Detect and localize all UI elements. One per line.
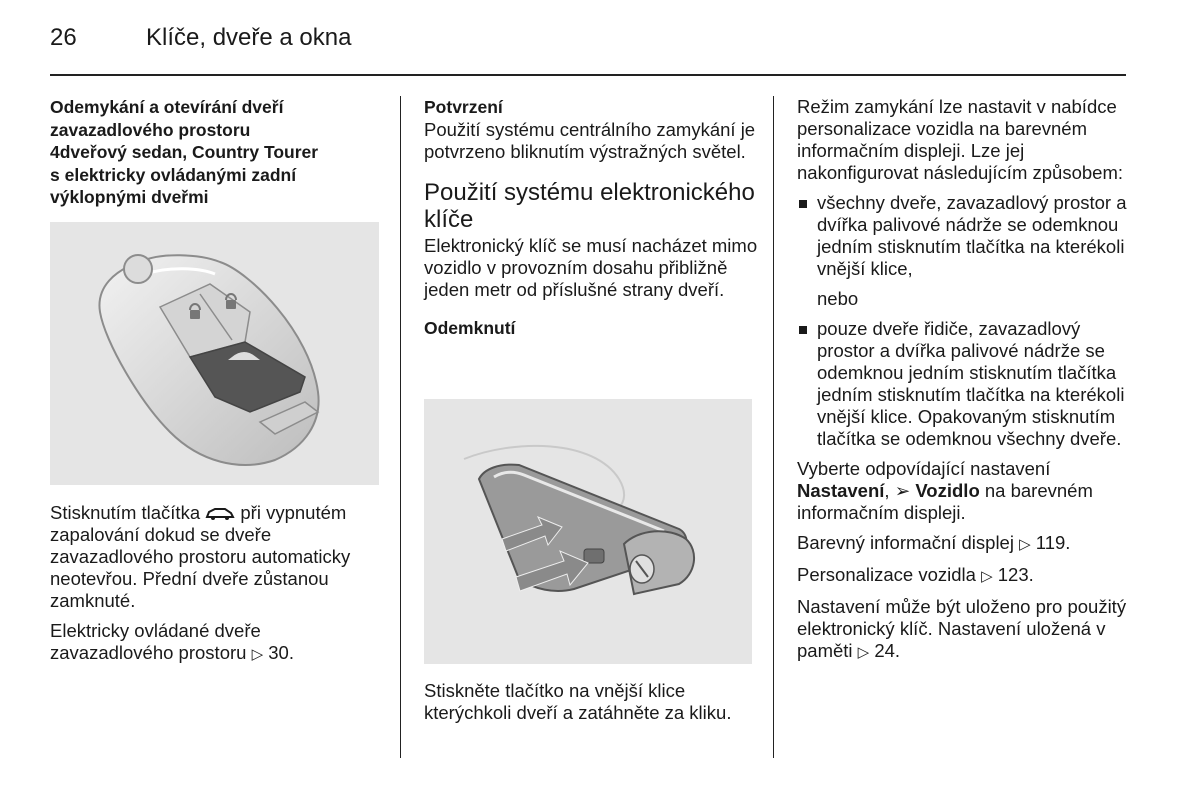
page-ref-arrow-icon: ▷	[857, 644, 870, 661]
key-fob-illustration	[50, 222, 379, 485]
column-2	[424, 96, 760, 339]
paragraph: Použití systému centrálního zamykání je potvrzeno bliknutím výstražných světel.	[424, 118, 756, 162]
page-reference: 119.	[1035, 532, 1071, 553]
paragraph: Elektronický klíč se musí nacházet mimo vozidlo v provozním dosahu přibližně jeden metr od příslušné strany dveří.	[424, 234, 758, 300]
paragraph: Nastavení může být uloženo pro použitý elektronický klíč. Nastavení uložená v paměti ▷ 24.	[797, 596, 1127, 661]
section-subheading: 4dveřový sedan, Country Tourer s elektricky ovládanými zadní výklopnými dveřmi	[50, 142, 319, 207]
menu-path-settings: Nastavení	[797, 480, 885, 501]
door-handle-figure	[424, 399, 752, 664]
paragraph: Elektricky ovládané dveře zavazadlového prostoru ▷ 30.	[50, 620, 294, 663]
column-divider-2	[773, 96, 774, 758]
list-item: pouze dveře řidiče, zavazadlový prostor a dvířka palivové nádrže se odemknou jedním stisknutím tlačítka jedním stisknutím tlačítka na kterékoli vnější klice. Opakovaným stisknutím tlačítka se odemknou všechny dveře.	[797, 318, 1127, 450]
paragraph: Vyberte odpovídající nastavení Nastavení, ➢ Vozidlo na barevném informačním displeji.	[797, 458, 1093, 523]
page-ref-arrow-icon: ▷	[251, 646, 264, 663]
list-item: všechny dveře, zavazadlový prostor a dvířka palivové nádrže se odemknou jedním stisknutím tlačítka na kterékoli vnější klice, nebo	[797, 192, 1127, 310]
page-number: 26	[50, 24, 77, 51]
column-divider-1	[400, 96, 401, 758]
door-handle-illustration	[424, 399, 752, 664]
page-reference: 30.	[268, 642, 294, 663]
key-fob-figure	[50, 222, 379, 485]
subheading-confirmation: Potvrzení	[424, 97, 503, 117]
paragraph: Barevný informační displej ▷ 119.	[797, 532, 1071, 553]
or-text: nebo	[817, 288, 859, 309]
paragraph: Režim zamykání lze nastavit v nabídce personalizace vozidla na barevném informačním displeji. Lze jej nakonfigurovat následujícím způsobem:	[797, 96, 1123, 183]
menu-arrow-icon: ➢	[894, 480, 911, 501]
column-3	[797, 96, 1127, 672]
column-1-body	[50, 502, 384, 674]
menu-path-vehicle: Vozidlo	[915, 480, 980, 501]
page-ref-arrow-icon: ▷	[1019, 536, 1031, 553]
section-heading: Použití systému elektronického klíče	[424, 178, 755, 233]
section-heading: Odemykání a otevírání dveří zavazadlového prostoru	[50, 97, 284, 140]
chapter-title: Klíče, dveře a okna	[146, 24, 352, 51]
paragraph: Personalizace vozidla ▷ 123.	[797, 564, 1034, 585]
page-reference: 24.	[874, 640, 901, 661]
page-ref-arrow-icon: ▷	[981, 568, 993, 585]
column-2-body	[424, 680, 760, 732]
column-1	[50, 96, 384, 209]
subheading-unlock: Odemknutí	[424, 317, 516, 338]
trunk-car-icon	[205, 502, 235, 523]
bullet-list	[797, 192, 1127, 450]
paragraph: Stisknutím tlačítka při vypnutém zapalování dokud se dveře zavazadlového prostoru automaticky neotevřou. Přední dveře zůstanou zamknuté.	[50, 502, 351, 611]
paragraph: Stiskněte tlačítko na vnější klice kterýchkoli dveří a zatáhněte za kliku.	[424, 680, 732, 723]
header-rule	[50, 74, 1126, 76]
page-reference: 123.	[997, 564, 1034, 585]
